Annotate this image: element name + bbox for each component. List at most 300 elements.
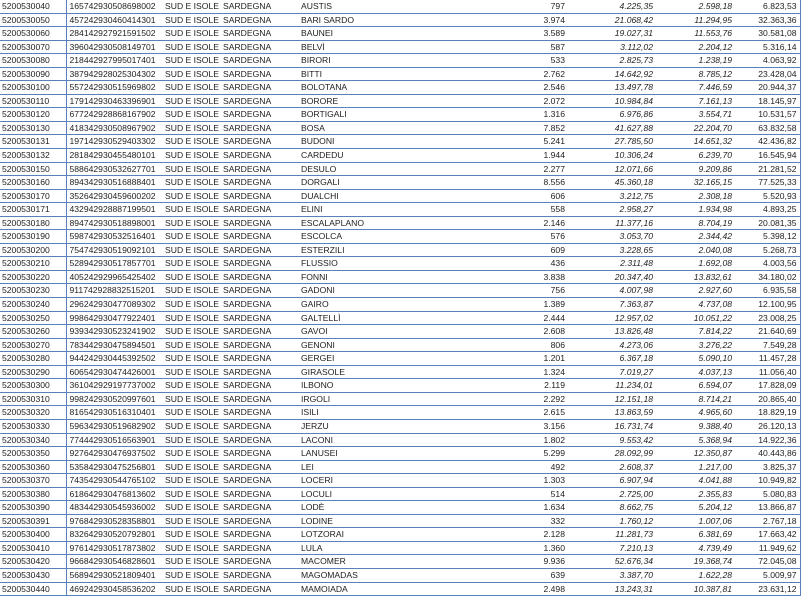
area-cell[interactable]: SUD E ISOLE — [162, 243, 220, 257]
value-b-cell[interactable]: 1.622,28 — [656, 568, 735, 582]
value-b-cell[interactable]: 7.446,59 — [656, 81, 735, 95]
code-cell[interactable]: 5200530400 — [0, 528, 66, 542]
value-b-cell[interactable]: 2.344,42 — [656, 230, 735, 244]
value-a-cell[interactable]: 2.311,48 — [568, 257, 656, 271]
code-cell[interactable]: 5200530090 — [0, 67, 66, 81]
region-cell[interactable]: SARDEGNA — [220, 406, 298, 420]
value-b-cell[interactable]: 6.239,70 — [656, 149, 735, 163]
population-cell[interactable]: 2.146 — [510, 216, 568, 230]
total-cell[interactable]: 11.056,40 — [735, 365, 800, 379]
municipality-cell[interactable]: BAUNEI — [298, 27, 510, 41]
population-cell[interactable]: 609 — [510, 243, 568, 257]
id-cell[interactable]: 774442930516563901 — [66, 433, 162, 447]
total-cell[interactable]: 14.922,36 — [735, 433, 800, 447]
value-b-cell[interactable]: 2.355,83 — [656, 487, 735, 501]
municipality-cell[interactable]: ESCALAPLANO — [298, 216, 510, 230]
total-cell[interactable]: 6.823,53 — [735, 0, 800, 13]
value-b-cell[interactable]: 22.204,70 — [656, 121, 735, 135]
total-cell[interactable]: 20.865,40 — [735, 392, 800, 406]
municipality-cell[interactable]: ILBONO — [298, 379, 510, 393]
value-b-cell[interactable]: 19.368,74 — [656, 555, 735, 569]
region-cell[interactable]: SARDEGNA — [220, 230, 298, 244]
area-cell[interactable]: SUD E ISOLE — [162, 40, 220, 54]
population-cell[interactable]: 5.241 — [510, 135, 568, 149]
municipality-cell[interactable]: FLUSSIO — [298, 257, 510, 271]
code-cell[interactable]: 5200530260 — [0, 325, 66, 339]
area-cell[interactable]: SUD E ISOLE — [162, 230, 220, 244]
id-cell[interactable]: 352642930459600202 — [66, 189, 162, 203]
total-cell[interactable]: 20.081,35 — [735, 216, 800, 230]
value-a-cell[interactable]: 12.151,18 — [568, 392, 656, 406]
municipality-cell[interactable]: ELINI — [298, 203, 510, 217]
value-b-cell[interactable]: 4.037,13 — [656, 365, 735, 379]
id-cell[interactable]: 598742930532516401 — [66, 230, 162, 244]
region-cell[interactable]: SARDEGNA — [220, 460, 298, 474]
total-cell[interactable]: 18.829,19 — [735, 406, 800, 420]
population-cell[interactable]: 2.608 — [510, 325, 568, 339]
region-cell[interactable]: SARDEGNA — [220, 67, 298, 81]
value-b-cell[interactable]: 4.041,88 — [656, 474, 735, 488]
value-b-cell[interactable]: 11.294,95 — [656, 13, 735, 27]
area-cell[interactable]: SUD E ISOLE — [162, 67, 220, 81]
municipality-cell[interactable]: BORTIGALI — [298, 108, 510, 122]
region-cell[interactable]: SARDEGNA — [220, 54, 298, 68]
id-cell[interactable]: 418342930508967902 — [66, 121, 162, 135]
total-cell[interactable]: 5.268,73 — [735, 243, 800, 257]
value-a-cell[interactable]: 9.553,42 — [568, 433, 656, 447]
value-b-cell[interactable]: 4.965,60 — [656, 406, 735, 420]
area-cell[interactable]: SUD E ISOLE — [162, 108, 220, 122]
id-cell[interactable]: 998642930477922401 — [66, 311, 162, 325]
area-cell[interactable]: SUD E ISOLE — [162, 176, 220, 190]
municipality-cell[interactable]: LANUSEI — [298, 447, 510, 461]
value-b-cell[interactable]: 7.814,22 — [656, 325, 735, 339]
code-cell[interactable]: 5200530370 — [0, 474, 66, 488]
total-cell[interactable]: 42.436,82 — [735, 135, 800, 149]
population-cell[interactable]: 2.498 — [510, 582, 568, 596]
municipality-cell[interactable]: GALTELLÌ — [298, 311, 510, 325]
id-cell[interactable]: 743542930544765102 — [66, 474, 162, 488]
population-cell[interactable]: 514 — [510, 487, 568, 501]
total-cell[interactable]: 7.549,28 — [735, 338, 800, 352]
population-cell[interactable]: 2.072 — [510, 94, 568, 108]
municipality-cell[interactable]: BORORE — [298, 94, 510, 108]
value-a-cell[interactable]: 6.976,86 — [568, 108, 656, 122]
region-cell[interactable]: SARDEGNA — [220, 257, 298, 271]
id-cell[interactable]: 568942930521809401 — [66, 568, 162, 582]
id-cell[interactable]: 944242930445392502 — [66, 352, 162, 366]
value-b-cell[interactable]: 10.051,22 — [656, 311, 735, 325]
municipality-cell[interactable]: LULA — [298, 541, 510, 555]
area-cell[interactable]: SUD E ISOLE — [162, 474, 220, 488]
municipality-cell[interactable]: GERGEI — [298, 352, 510, 366]
value-b-cell[interactable]: 3.276,22 — [656, 338, 735, 352]
value-b-cell[interactable]: 1.007,06 — [656, 514, 735, 528]
value-a-cell[interactable]: 14.642,92 — [568, 67, 656, 81]
region-cell[interactable]: SARDEGNA — [220, 582, 298, 596]
region-cell[interactable]: SARDEGNA — [220, 528, 298, 542]
region-cell[interactable]: SARDEGNA — [220, 270, 298, 284]
code-cell[interactable]: 5200530420 — [0, 555, 66, 569]
value-a-cell[interactable]: 4.273,06 — [568, 338, 656, 352]
value-a-cell[interactable]: 6.367,18 — [568, 352, 656, 366]
region-cell[interactable]: SARDEGNA — [220, 352, 298, 366]
area-cell[interactable]: SUD E ISOLE — [162, 392, 220, 406]
region-cell[interactable]: SARDEGNA — [220, 365, 298, 379]
value-a-cell[interactable]: 10.984,84 — [568, 94, 656, 108]
population-cell[interactable]: 806 — [510, 338, 568, 352]
id-cell[interactable]: 557242930515969802 — [66, 81, 162, 95]
value-b-cell[interactable]: 4.739,49 — [656, 541, 735, 555]
municipality-cell[interactable]: DORGALI — [298, 176, 510, 190]
municipality-cell[interactable]: MAGOMADAS — [298, 568, 510, 582]
municipality-cell[interactable]: JERZU — [298, 419, 510, 433]
municipality-cell[interactable]: LOCULI — [298, 487, 510, 501]
population-cell[interactable]: 1.360 — [510, 541, 568, 555]
population-cell[interactable]: 1.944 — [510, 149, 568, 163]
region-cell[interactable]: SARDEGNA — [220, 216, 298, 230]
area-cell[interactable]: SUD E ISOLE — [162, 27, 220, 41]
id-cell[interactable]: 387942928025304302 — [66, 67, 162, 81]
region-cell[interactable]: SARDEGNA — [220, 311, 298, 325]
id-cell[interactable]: 976842930528358801 — [66, 514, 162, 528]
municipality-cell[interactable]: GAVOI — [298, 325, 510, 339]
area-cell[interactable]: SUD E ISOLE — [162, 189, 220, 203]
region-cell[interactable]: SARDEGNA — [220, 189, 298, 203]
code-cell[interactable]: 5200530160 — [0, 176, 66, 190]
population-cell[interactable]: 533 — [510, 54, 568, 68]
id-cell[interactable]: 816542930516310401 — [66, 406, 162, 420]
id-cell[interactable]: 535842930475256801 — [66, 460, 162, 474]
value-b-cell[interactable]: 1.692,08 — [656, 257, 735, 271]
value-a-cell[interactable]: 2.725,00 — [568, 487, 656, 501]
total-cell[interactable]: 10.949,82 — [735, 474, 800, 488]
population-cell[interactable]: 2.546 — [510, 81, 568, 95]
code-cell[interactable]: 5200530290 — [0, 365, 66, 379]
id-cell[interactable]: 966842930546828601 — [66, 555, 162, 569]
total-cell[interactable]: 21.640,69 — [735, 325, 800, 339]
municipality-cell[interactable]: BIRORI — [298, 54, 510, 68]
population-cell[interactable]: 639 — [510, 568, 568, 582]
total-cell[interactable]: 17.663,42 — [735, 528, 800, 542]
value-a-cell[interactable]: 3.053,70 — [568, 230, 656, 244]
population-cell[interactable]: 332 — [510, 514, 568, 528]
population-cell[interactable]: 8.556 — [510, 176, 568, 190]
area-cell[interactable]: SUD E ISOLE — [162, 284, 220, 298]
value-b-cell[interactable]: 3.554,71 — [656, 108, 735, 122]
id-cell[interactable]: 284142927921591502 — [66, 27, 162, 41]
value-a-cell[interactable]: 3.212,75 — [568, 189, 656, 203]
municipality-cell[interactable]: LEI — [298, 460, 510, 474]
population-cell[interactable]: 436 — [510, 257, 568, 271]
id-cell[interactable]: 976142930517873802 — [66, 541, 162, 555]
region-cell[interactable]: SARDEGNA — [220, 162, 298, 176]
total-cell[interactable]: 18.145,97 — [735, 94, 800, 108]
region-cell[interactable]: SARDEGNA — [220, 514, 298, 528]
area-cell[interactable]: SUD E ISOLE — [162, 298, 220, 312]
id-cell[interactable]: 218442927995017401 — [66, 54, 162, 68]
area-cell[interactable]: SUD E ISOLE — [162, 379, 220, 393]
region-cell[interactable]: SARDEGNA — [220, 108, 298, 122]
population-cell[interactable]: 797 — [510, 0, 568, 13]
area-cell[interactable]: SUD E ISOLE — [162, 487, 220, 501]
value-a-cell[interactable]: 13.863,59 — [568, 406, 656, 420]
code-cell[interactable]: 5200530050 — [0, 13, 66, 27]
area-cell[interactable]: SUD E ISOLE — [162, 325, 220, 339]
municipality-cell[interactable]: MACOMER — [298, 555, 510, 569]
id-cell[interactable]: 783442930475894501 — [66, 338, 162, 352]
area-cell[interactable]: SUD E ISOLE — [162, 406, 220, 420]
region-cell[interactable]: SARDEGNA — [220, 13, 298, 27]
id-cell[interactable]: 927642930476937502 — [66, 447, 162, 461]
region-cell[interactable]: SARDEGNA — [220, 135, 298, 149]
id-cell[interactable]: 361042929197737002 — [66, 379, 162, 393]
area-cell[interactable]: SUD E ISOLE — [162, 419, 220, 433]
population-cell[interactable]: 3.974 — [510, 13, 568, 27]
area-cell[interactable]: SUD E ISOLE — [162, 13, 220, 27]
municipality-cell[interactable]: LODÈ — [298, 501, 510, 515]
total-cell[interactable]: 20.944,37 — [735, 81, 800, 95]
total-cell[interactable]: 6.935,58 — [735, 284, 800, 298]
value-a-cell[interactable]: 2.825,73 — [568, 54, 656, 68]
area-cell[interactable]: SUD E ISOLE — [162, 352, 220, 366]
population-cell[interactable]: 3.838 — [510, 270, 568, 284]
total-cell[interactable]: 21.281,52 — [735, 162, 800, 176]
region-cell[interactable]: SARDEGNA — [220, 392, 298, 406]
region-cell[interactable]: SARDEGNA — [220, 0, 298, 13]
population-cell[interactable]: 1.303 — [510, 474, 568, 488]
value-b-cell[interactable]: 5.204,12 — [656, 501, 735, 515]
code-cell[interactable]: 5200530080 — [0, 54, 66, 68]
municipality-cell[interactable]: GENONI — [298, 338, 510, 352]
value-b-cell[interactable]: 1.217,00 — [656, 460, 735, 474]
region-cell[interactable]: SARDEGNA — [220, 121, 298, 135]
region-cell[interactable]: SARDEGNA — [220, 379, 298, 393]
value-b-cell[interactable]: 2.308,18 — [656, 189, 735, 203]
municipality-cell[interactable]: ESCOLCA — [298, 230, 510, 244]
code-cell[interactable]: 5200530120 — [0, 108, 66, 122]
total-cell[interactable]: 32.363,36 — [735, 13, 800, 27]
municipality-cell[interactable]: BITTI — [298, 67, 510, 81]
area-cell[interactable]: SUD E ISOLE — [162, 568, 220, 582]
value-b-cell[interactable]: 2.927,60 — [656, 284, 735, 298]
value-b-cell[interactable]: 2.040,08 — [656, 243, 735, 257]
value-b-cell[interactable]: 10.387,81 — [656, 582, 735, 596]
value-b-cell[interactable]: 9.388,40 — [656, 419, 735, 433]
id-cell[interactable]: 677242928868167902 — [66, 108, 162, 122]
id-cell[interactable]: 296242930477089302 — [66, 298, 162, 312]
total-cell[interactable]: 77.525,33 — [735, 176, 800, 190]
population-cell[interactable]: 1.201 — [510, 352, 568, 366]
value-a-cell[interactable]: 3.228,65 — [568, 243, 656, 257]
id-cell[interactable]: 894342930516888401 — [66, 176, 162, 190]
population-cell[interactable]: 2.292 — [510, 392, 568, 406]
code-cell[interactable]: 5200530340 — [0, 433, 66, 447]
code-cell[interactable]: 5200530100 — [0, 81, 66, 95]
value-b-cell[interactable]: 1.238,19 — [656, 54, 735, 68]
area-cell[interactable]: SUD E ISOLE — [162, 270, 220, 284]
value-b-cell[interactable]: 14.651,32 — [656, 135, 735, 149]
value-a-cell[interactable]: 4.007,98 — [568, 284, 656, 298]
code-cell[interactable]: 5200530320 — [0, 406, 66, 420]
region-cell[interactable]: SARDEGNA — [220, 433, 298, 447]
id-cell[interactable]: 998242930520997601 — [66, 392, 162, 406]
municipality-cell[interactable]: LACONI — [298, 433, 510, 447]
region-cell[interactable]: SARDEGNA — [220, 27, 298, 41]
code-cell[interactable]: 5200530390 — [0, 501, 66, 515]
value-a-cell[interactable]: 52.676,34 — [568, 555, 656, 569]
municipality-cell[interactable]: BARI SARDO — [298, 13, 510, 27]
population-cell[interactable]: 576 — [510, 230, 568, 244]
value-b-cell[interactable]: 2.204,12 — [656, 40, 735, 54]
value-a-cell[interactable]: 12.957,02 — [568, 311, 656, 325]
value-a-cell[interactable]: 7.363,87 — [568, 298, 656, 312]
code-cell[interactable]: 5200530130 — [0, 121, 66, 135]
municipality-cell[interactable]: FONNI — [298, 270, 510, 284]
region-cell[interactable]: SARDEGNA — [220, 541, 298, 555]
municipality-cell[interactable]: DESULO — [298, 162, 510, 176]
total-cell[interactable]: 5.398,12 — [735, 230, 800, 244]
population-cell[interactable]: 2.615 — [510, 406, 568, 420]
area-cell[interactable]: SUD E ISOLE — [162, 203, 220, 217]
population-cell[interactable]: 3.156 — [510, 419, 568, 433]
id-cell[interactable]: 432942928887199501 — [66, 203, 162, 217]
total-cell[interactable]: 23.008,25 — [735, 311, 800, 325]
area-cell[interactable]: SUD E ISOLE — [162, 447, 220, 461]
id-cell[interactable]: 894742930518898001 — [66, 216, 162, 230]
value-a-cell[interactable]: 3.387,70 — [568, 568, 656, 582]
population-cell[interactable]: 1.324 — [510, 365, 568, 379]
code-cell[interactable]: 5200530270 — [0, 338, 66, 352]
code-cell[interactable]: 5200530170 — [0, 189, 66, 203]
population-cell[interactable]: 606 — [510, 189, 568, 203]
population-cell[interactable]: 492 — [510, 460, 568, 474]
id-cell[interactable]: 197142930529403302 — [66, 135, 162, 149]
area-cell[interactable]: SUD E ISOLE — [162, 257, 220, 271]
value-a-cell[interactable]: 11.377,16 — [568, 216, 656, 230]
municipality-cell[interactable]: BUDONI — [298, 135, 510, 149]
total-cell[interactable]: 11.457,28 — [735, 352, 800, 366]
population-cell[interactable]: 1.389 — [510, 298, 568, 312]
total-cell[interactable]: 13.866,87 — [735, 501, 800, 515]
region-cell[interactable]: SARDEGNA — [220, 203, 298, 217]
code-cell[interactable]: 5200530360 — [0, 460, 66, 474]
value-b-cell[interactable]: 13.832,61 — [656, 270, 735, 284]
population-cell[interactable]: 5.299 — [510, 447, 568, 461]
area-cell[interactable]: SUD E ISOLE — [162, 54, 220, 68]
code-cell[interactable]: 5200530200 — [0, 243, 66, 257]
code-cell[interactable]: 5200530250 — [0, 311, 66, 325]
region-cell[interactable]: SARDEGNA — [220, 40, 298, 54]
value-b-cell[interactable]: 32.165,15 — [656, 176, 735, 190]
value-a-cell[interactable]: 6.907,94 — [568, 474, 656, 488]
region-cell[interactable]: SARDEGNA — [220, 94, 298, 108]
value-a-cell[interactable]: 41.627,88 — [568, 121, 656, 135]
region-cell[interactable]: SARDEGNA — [220, 447, 298, 461]
region-cell[interactable]: SARDEGNA — [220, 81, 298, 95]
total-cell[interactable]: 5.009,97 — [735, 568, 800, 582]
value-b-cell[interactable]: 5.090,10 — [656, 352, 735, 366]
area-cell[interactable]: SUD E ISOLE — [162, 365, 220, 379]
value-a-cell[interactable]: 11.281,73 — [568, 528, 656, 542]
area-cell[interactable]: SUD E ISOLE — [162, 216, 220, 230]
total-cell[interactable]: 10.531,57 — [735, 108, 800, 122]
value-a-cell[interactable]: 3.112,02 — [568, 40, 656, 54]
municipality-cell[interactable]: MAMOIADA — [298, 582, 510, 596]
area-cell[interactable]: SUD E ISOLE — [162, 162, 220, 176]
total-cell[interactable]: 17.828,09 — [735, 379, 800, 393]
code-cell[interactable]: 5200530440 — [0, 582, 66, 596]
code-cell[interactable]: 5200530171 — [0, 203, 66, 217]
population-cell[interactable]: 2.128 — [510, 528, 568, 542]
id-cell[interactable]: 179142930463396901 — [66, 94, 162, 108]
total-cell[interactable]: 23.428,04 — [735, 67, 800, 81]
id-cell[interactable]: 528942930517857701 — [66, 257, 162, 271]
id-cell[interactable]: 596342930519682902 — [66, 419, 162, 433]
code-cell[interactable]: 5200530391 — [0, 514, 66, 528]
value-a-cell[interactable]: 19.027,31 — [568, 27, 656, 41]
id-cell[interactable]: 754742930519092101 — [66, 243, 162, 257]
region-cell[interactable]: SARDEGNA — [220, 284, 298, 298]
area-cell[interactable]: SUD E ISOLE — [162, 460, 220, 474]
code-cell[interactable]: 5200530210 — [0, 257, 66, 271]
code-cell[interactable]: 5200530132 — [0, 149, 66, 163]
municipality-cell[interactable]: CARDEDU — [298, 149, 510, 163]
id-cell[interactable]: 457242930460414301 — [66, 13, 162, 27]
municipality-cell[interactable]: IRGOLI — [298, 392, 510, 406]
total-cell[interactable]: 4.063,92 — [735, 54, 800, 68]
code-cell[interactable]: 5200530380 — [0, 487, 66, 501]
municipality-cell[interactable]: BOLOTANA — [298, 81, 510, 95]
value-a-cell[interactable]: 1.760,12 — [568, 514, 656, 528]
region-cell[interactable]: SARDEGNA — [220, 298, 298, 312]
value-a-cell[interactable]: 10.306,24 — [568, 149, 656, 163]
area-cell[interactable]: SUD E ISOLE — [162, 121, 220, 135]
value-b-cell[interactable]: 11.553,76 — [656, 27, 735, 41]
population-cell[interactable]: 587 — [510, 40, 568, 54]
municipality-cell[interactable]: LOTZORAI — [298, 528, 510, 542]
code-cell[interactable]: 5200530060 — [0, 27, 66, 41]
code-cell[interactable]: 5200530230 — [0, 284, 66, 298]
region-cell[interactable]: SARDEGNA — [220, 176, 298, 190]
id-cell[interactable]: 281842930455480101 — [66, 149, 162, 163]
code-cell[interactable]: 5200530300 — [0, 379, 66, 393]
total-cell[interactable]: 5.080,83 — [735, 487, 800, 501]
id-cell[interactable]: 405242929965425402 — [66, 270, 162, 284]
value-b-cell[interactable]: 4.737,08 — [656, 298, 735, 312]
value-b-cell[interactable]: 8.704,19 — [656, 216, 735, 230]
id-cell[interactable]: 165742930508698002 — [66, 0, 162, 13]
municipality-cell[interactable]: BOSA — [298, 121, 510, 135]
value-b-cell[interactable]: 9.209,86 — [656, 162, 735, 176]
value-a-cell[interactable]: 11.234,01 — [568, 379, 656, 393]
id-cell[interactable]: 469242930458536202 — [66, 582, 162, 596]
total-cell[interactable]: 63.832,58 — [735, 121, 800, 135]
value-a-cell[interactable]: 45.360,18 — [568, 176, 656, 190]
total-cell[interactable]: 3.825,37 — [735, 460, 800, 474]
value-b-cell[interactable]: 6.381,69 — [656, 528, 735, 542]
id-cell[interactable]: 483442930545936002 — [66, 501, 162, 515]
region-cell[interactable]: SARDEGNA — [220, 501, 298, 515]
code-cell[interactable]: 5200530220 — [0, 270, 66, 284]
municipality-cell[interactable]: DUALCHI — [298, 189, 510, 203]
value-a-cell[interactable]: 27.785,50 — [568, 135, 656, 149]
id-cell[interactable]: 396042930508149701 — [66, 40, 162, 54]
id-cell[interactable]: 939342930523241902 — [66, 325, 162, 339]
value-b-cell[interactable]: 8.785,12 — [656, 67, 735, 81]
population-cell[interactable]: 2.444 — [510, 311, 568, 325]
total-cell[interactable]: 5.520,93 — [735, 189, 800, 203]
